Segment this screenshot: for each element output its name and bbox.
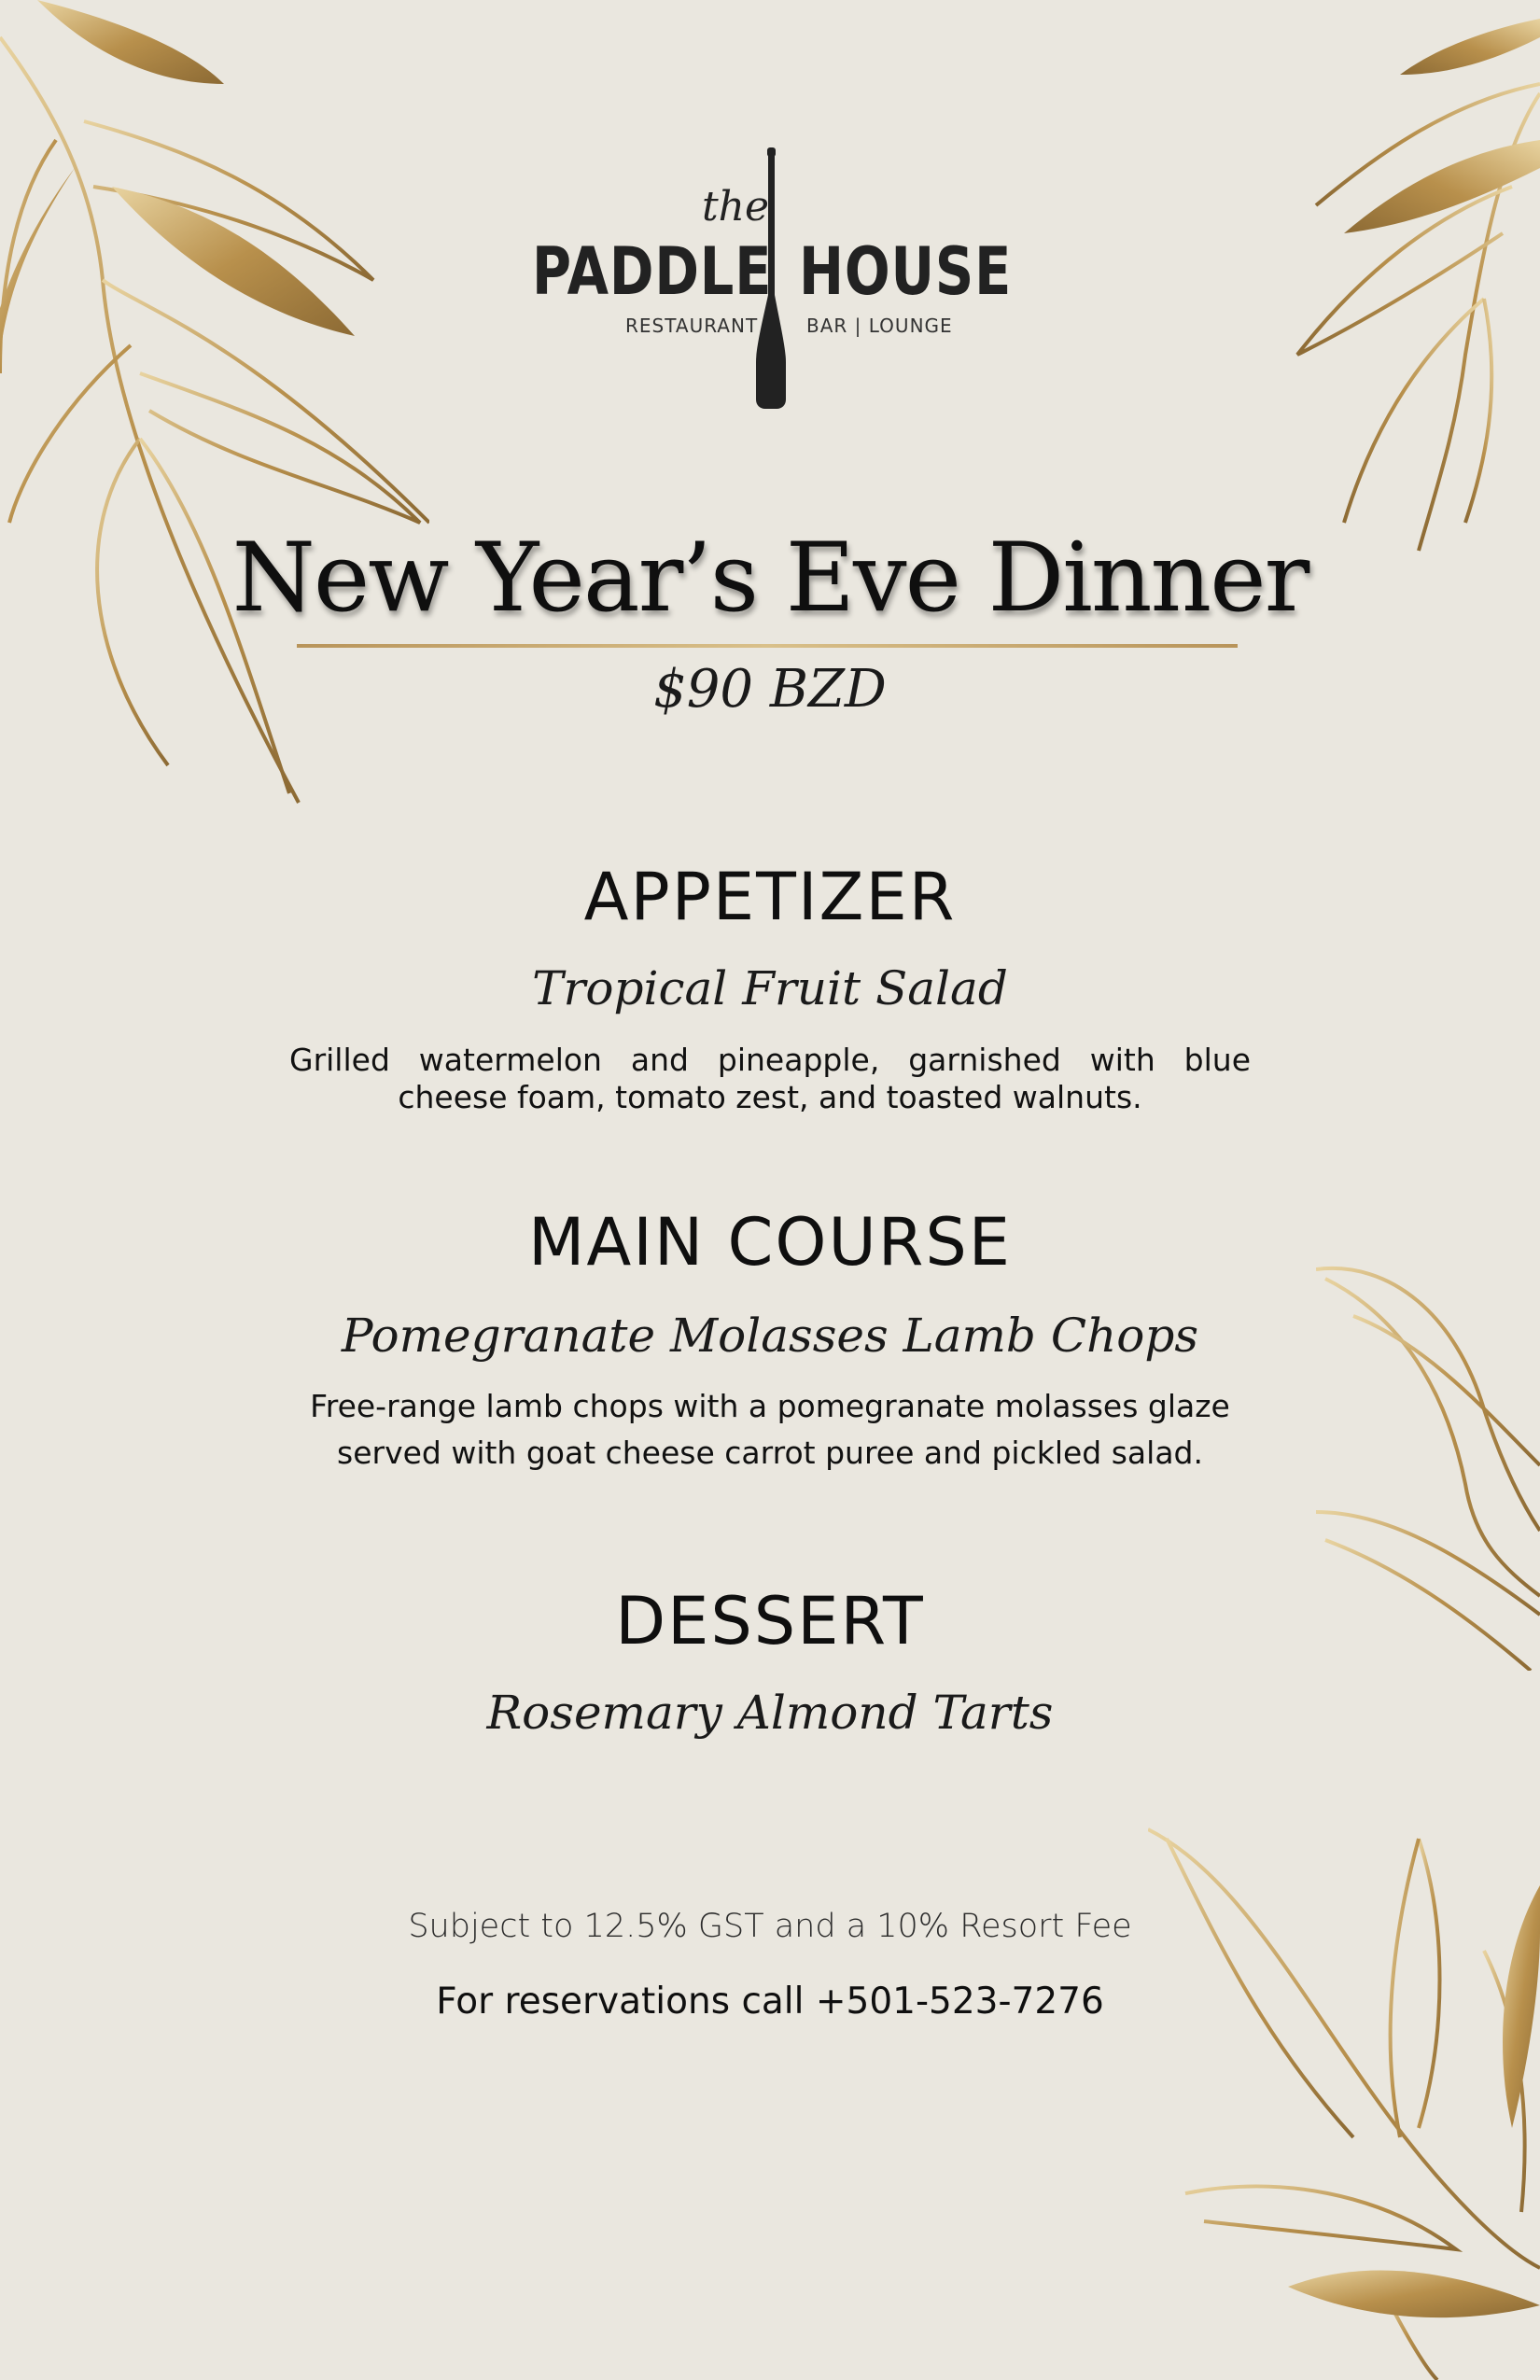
dish-description-main-course — [0, 1383, 1540, 1477]
logo-sub-restaurant: RESTAURANT — [625, 315, 759, 337]
gold-leaf-branch-icon — [1260, 0, 1540, 560]
restaurant-logo — [532, 140, 1013, 411]
section-heading-main-course: MAIN COURSE — [527, 1204, 1013, 1281]
gold-leaf-branch-icon — [1148, 1820, 1540, 2380]
reservation-phone: For reservations call +501-523-7276 — [436, 1981, 1104, 2023]
logo-word-house: HOUSE — [799, 233, 1013, 310]
logo-the: the — [702, 183, 770, 231]
fee-note: Subject to 12.5% GST and a 10% Resort Fee — [408, 1908, 1132, 1945]
dish-name-main-course: Pomegranate Molasses Lamb Chops — [341, 1309, 1199, 1363]
logo-sub-bar-lounge: BAR | LOUNGE — [806, 315, 953, 337]
dish-name-dessert: Rosemary Almond Tarts — [486, 1686, 1054, 1740]
dish-name-appetizer: Tropical Fruit Salad — [532, 961, 1008, 1015]
section-heading-appetizer: APPETIZER — [583, 859, 957, 935]
dish-description-appetizer: Grilled watermelon and pineapple, garnished with blue cheese foam, tomato zest, and toasted walnuts. — [289, 1042, 1251, 1115]
title-underline — [297, 644, 1238, 648]
logo-word-paddle: PADDLE — [532, 233, 773, 310]
dish-description-line: served with goat cheese carrot puree and pickled salad. — [337, 1435, 1203, 1471]
section-heading-dessert: DESSERT — [615, 1583, 925, 1659]
dish-description-line: Free-range lamb chops with a pomegranate molasses glaze — [310, 1388, 1230, 1424]
page-title: New Year’s Eve Dinner — [231, 523, 1309, 634]
price-label: $90 BZD — [653, 659, 887, 720]
